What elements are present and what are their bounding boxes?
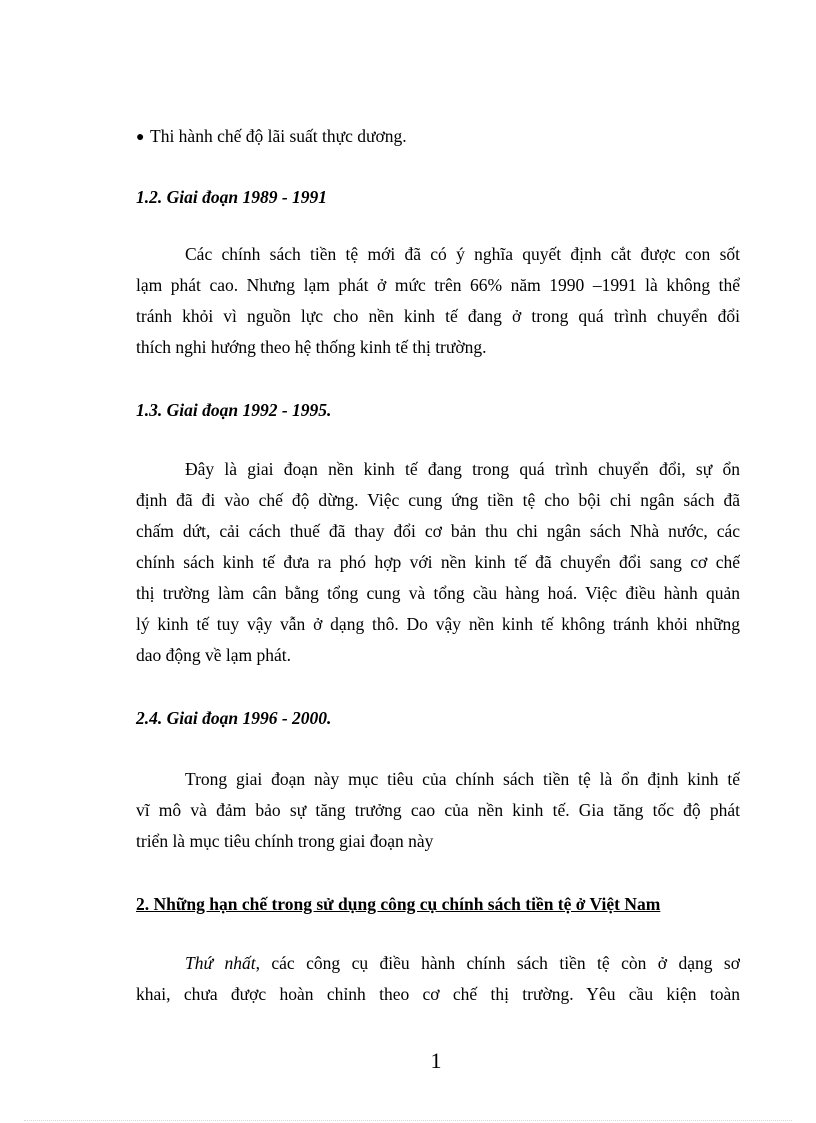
paragraph-line: lạm phát cao. Nhưng lạm phát ở mức trên 66% năm 1990 –1991 là không thể <box>136 275 740 295</box>
bullet-dot-icon: ● <box>136 130 145 145</box>
paragraph-line: vĩ mô và đảm bảo sự tăng trưởng cao của nền kinh tế. Gia tăng tốc độ phát <box>136 800 740 820</box>
paragraph-line: lý kinh tế tuy vậy vẫn ở dạng thô. Do vậy nền kinh tế không tránh khỏi những <box>136 614 740 634</box>
paragraph-line: triển là mục tiêu chính trong giai đoạn này <box>136 831 434 851</box>
page-number: 1 <box>430 1048 442 1073</box>
section-heading-2-4: 2.4. Giai đoạn 1996 - 2000. <box>136 708 332 728</box>
paragraph-1-2 <box>136 239 740 363</box>
paragraph-line <box>136 948 740 979</box>
emphasis-text: Thứ nhất <box>185 953 256 973</box>
paragraph-line: chấm dứt, cải cách thuế đã thay đổi cơ bản thu chi ngân sách Nhà nước, các <box>136 521 740 541</box>
paragraph-line: định đã đi vào chế độ dừng. Việc cung ứng tiền tệ cho bội chi ngân sách đã <box>136 490 740 510</box>
paragraph-line: Trong giai đoạn này mục tiêu của chính sách tiền tệ là ổn định kinh tế <box>185 769 740 789</box>
bullet-item-text: Thi hành chế độ lãi suất thực dương. <box>150 126 407 146</box>
section-heading-1-3: 1.3. Giai đoạn 1992 - 1995. <box>136 400 332 420</box>
paragraph-line: chính sách kinh tế đưa ra phó hợp với nền kinh tế đã chuyển đổi sang cơ chế <box>136 552 740 572</box>
paragraph-limitations <box>136 948 740 1010</box>
section-heading-1-2: 1.2. Giai đoạn 1989 - 1991 <box>136 187 328 207</box>
paragraph-line: Các chính sách tiền tệ mới đã có ý nghĩa quyết định cắt được con sốt <box>185 244 740 264</box>
paragraph-line: thích nghi hướng theo hệ thống kinh tế thị trường. <box>136 337 487 357</box>
section-title-2: 2. Những hạn chế trong sử dụng công cụ chính sách tiền tệ ở Việt Nam <box>136 894 661 914</box>
paragraph-line: dao động về lạm phát. <box>136 645 292 665</box>
paragraph-line: tránh khỏi vì nguồn lực cho nền kinh tế đang ở trong quá trình chuyển đổi <box>136 306 740 326</box>
paragraph-line: thị trường làm cân bằng tổng cung và tổng cầu hàng hoá. Việc điều hành quản <box>136 583 740 603</box>
paragraph-line: khai, chưa được hoàn chỉnh theo cơ chế thị trường. Yêu cầu kiện toàn <box>136 984 740 1004</box>
paragraph-2-4 <box>136 764 740 857</box>
paragraph-line: Đây là giai đoạn nền kinh tế đang trong quá trình chuyển đổi, sự ổn <box>185 459 740 479</box>
page-bottom-edge <box>24 1120 792 1121</box>
bullet-item <box>136 124 407 150</box>
line-text: , các công cụ điều hành chính sách tiền tệ còn ở dạng sơ <box>255 953 740 973</box>
paragraph-1-3 <box>136 454 740 671</box>
